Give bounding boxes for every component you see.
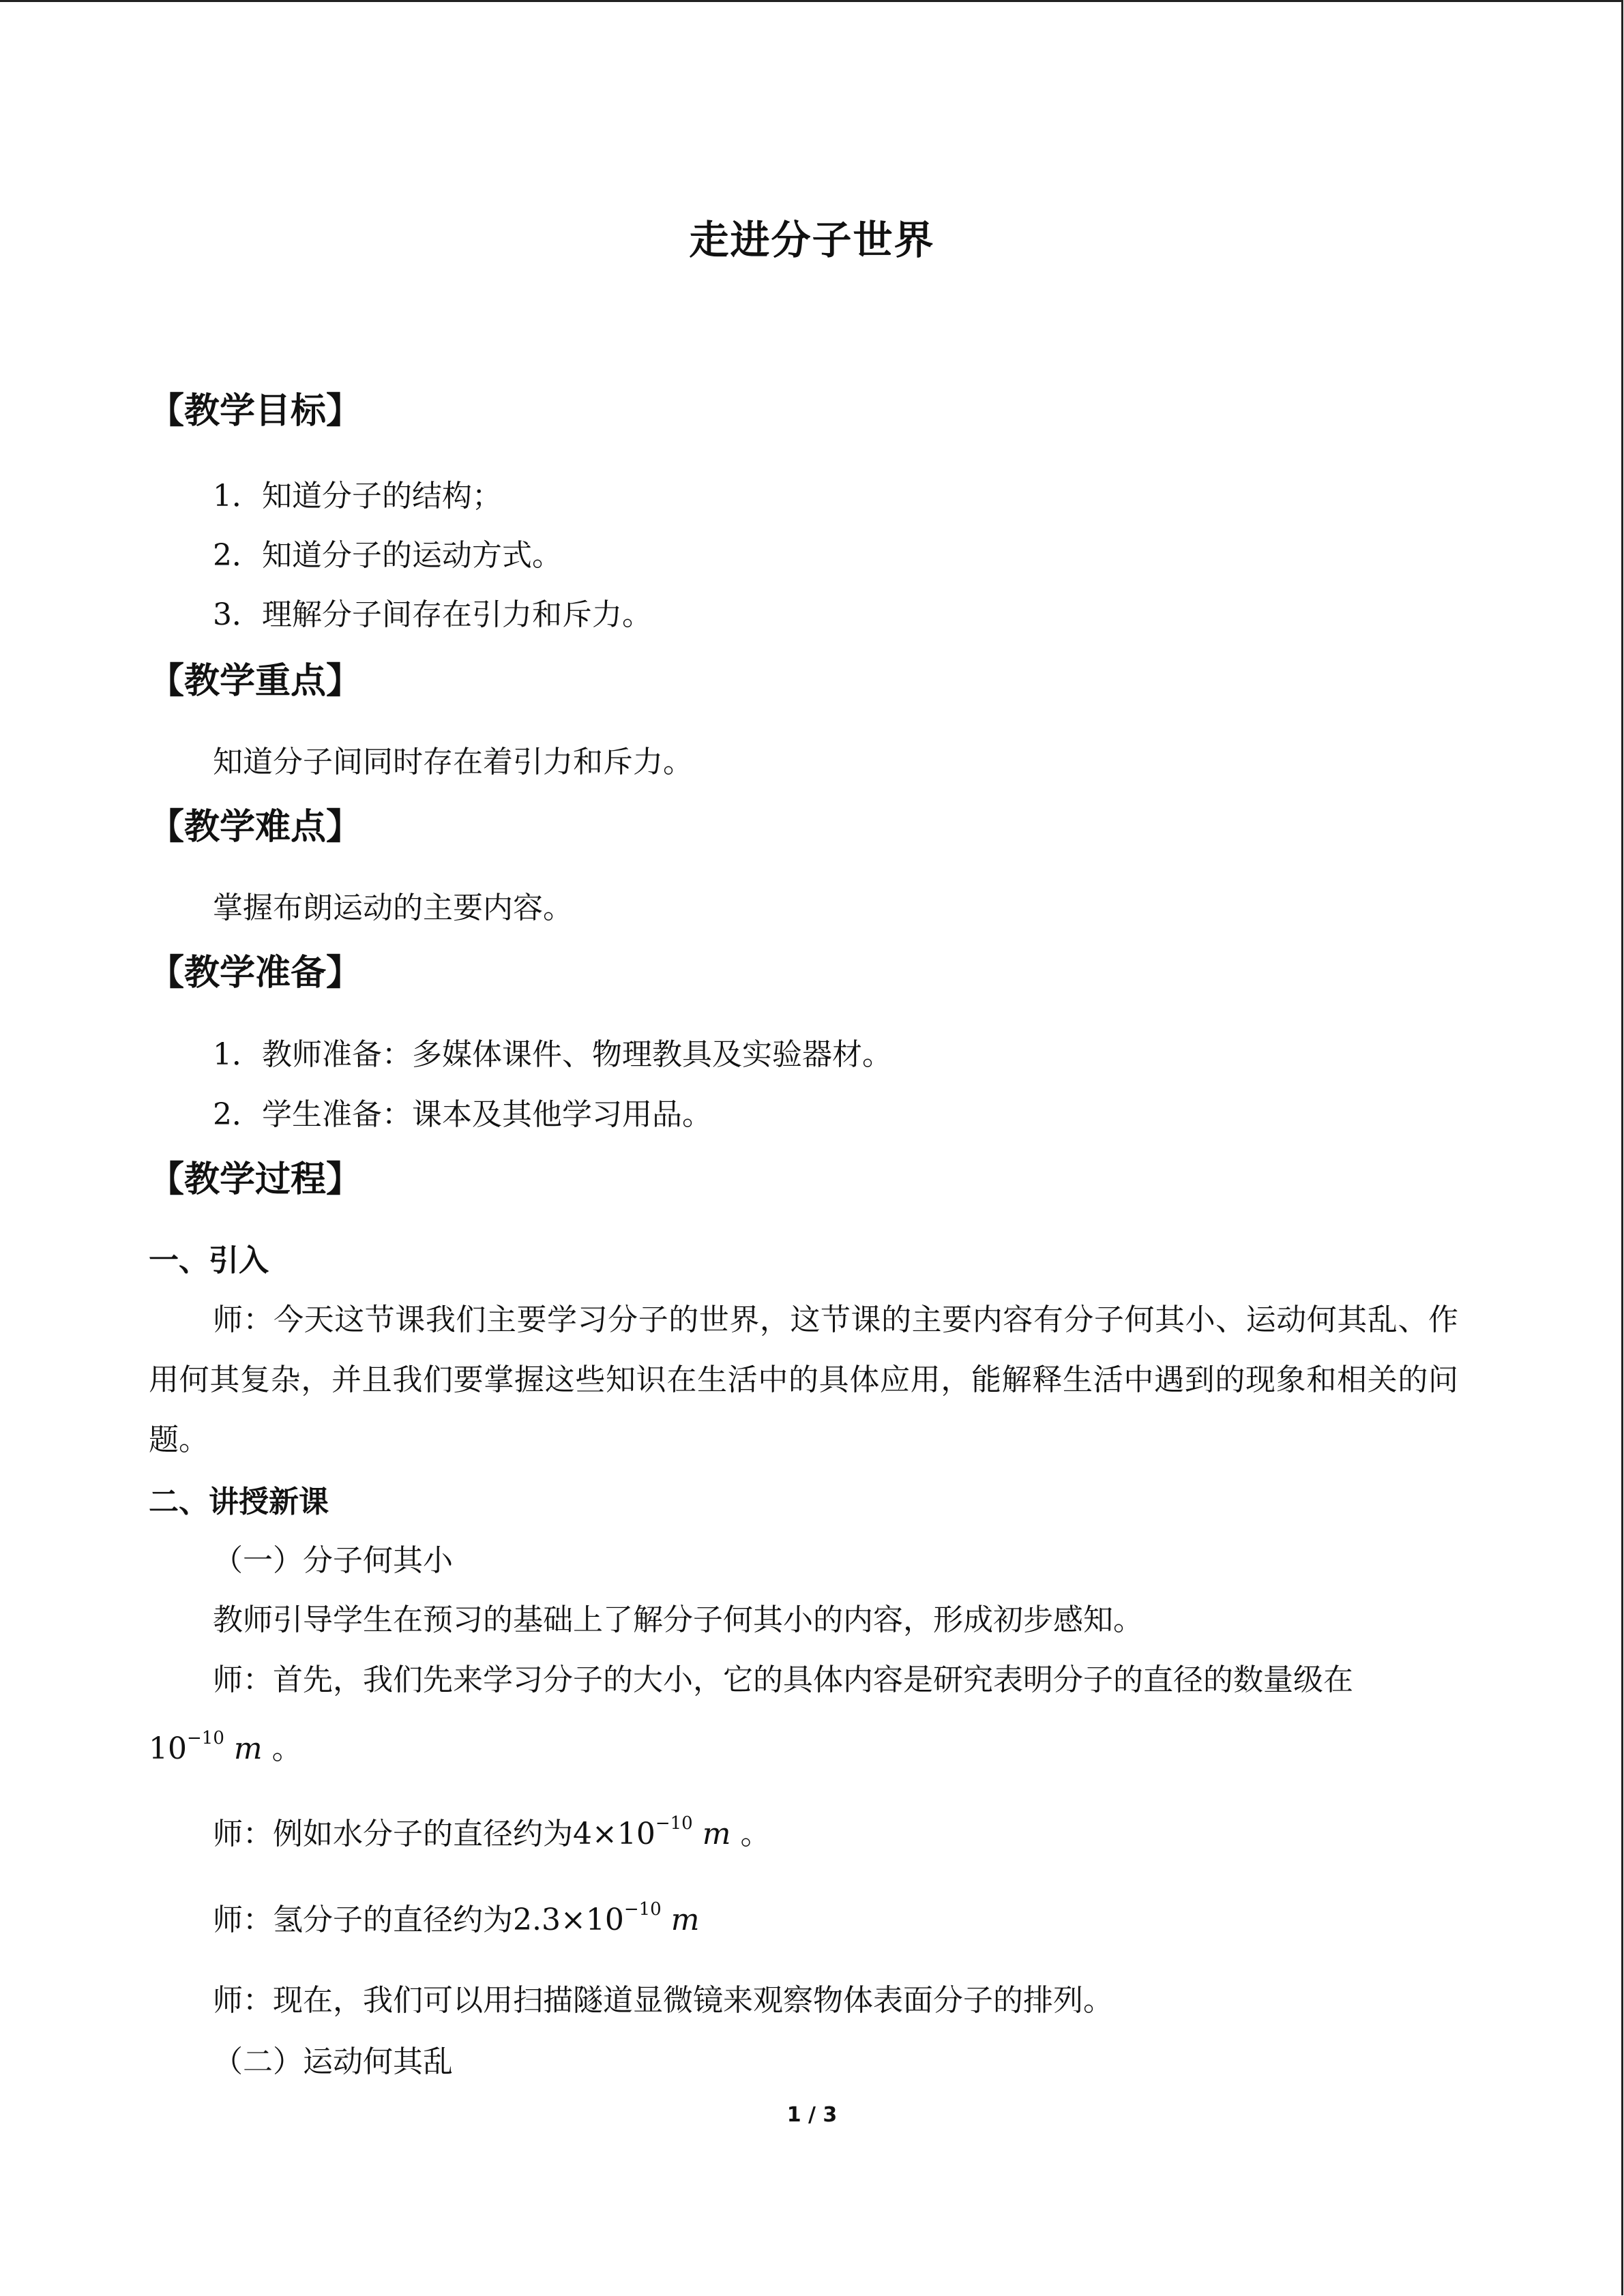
- page-number: 1 / 3: [786, 2103, 838, 2127]
- magnitude-end: 。: [262, 1731, 302, 1766]
- water-unit: m: [702, 1817, 731, 1851]
- intro-heading: 一、引入: [149, 1243, 269, 1278]
- water-molecule-line: [213, 1814, 770, 1855]
- water-end: 。: [730, 1817, 771, 1851]
- key-points-text: 知道分子间同时存在着引力和斥力。: [213, 745, 693, 779]
- intro-paragraph: 师：今天这节课我们主要学习分子的世界，这节课的主要内容有分子何其小、运动何其乱、作用何其复杂，并且我们要掌握这些知识在生活中的具体应用，能解释生活中遇到的现象和相关的问题。: [149, 1302, 1458, 1457]
- document-title: 走进分子世界: [689, 217, 935, 263]
- part1-line-1: 教师引导学生在预习的基础上了解分子何其小的内容，形成初步感知。: [213, 1602, 1143, 1637]
- hydrogen-molecule-line: [213, 1900, 699, 1941]
- magnitude-unit: m: [233, 1731, 263, 1766]
- new-lesson-heading: 二、讲授新课: [149, 1485, 329, 1519]
- part2-title: （二）运动何其乱: [213, 2044, 453, 2079]
- hydrogen-prefix: 师：氢分子的直径约为: [213, 1903, 513, 1937]
- key-points-heading: 【教学重点】: [149, 661, 362, 702]
- difficulty-heading: 【教学难点】: [149, 807, 362, 848]
- prep-item-1: 1．教师准备：多媒体课件、物理教具及实验器材。: [213, 1037, 892, 1072]
- magnitude-base: 10: [149, 1731, 187, 1766]
- process-heading: 【教学过程】: [149, 1159, 362, 1200]
- goals-heading: 【教学目标】: [149, 391, 362, 432]
- magnitude-exponent: −10: [187, 1728, 224, 1748]
- magnitude-expression: [149, 1729, 302, 1770]
- difficulty-text: 掌握布朗运动的主要内容。: [213, 891, 573, 925]
- goal-item-2: 2．知道分子的运动方式。: [213, 538, 562, 573]
- prep-item-2: 2．学生准备：课本及其他学习用品。: [213, 1097, 712, 1132]
- water-value: 4×10: [573, 1817, 655, 1851]
- hydrogen-unit: m: [670, 1903, 700, 1937]
- part1-title: （一）分子何其小: [213, 1543, 453, 1578]
- stm-line: 师：现在，我们可以用扫描隧道显微镜来观察物体表面分子的排列。: [213, 1983, 1113, 2018]
- goal-item-1: 1．知道分子的结构；: [213, 479, 502, 513]
- preparation-heading: 【教学准备】: [149, 953, 362, 994]
- hydrogen-value: 2.3×10: [513, 1903, 624, 1937]
- water-exponent: −10: [655, 1813, 693, 1834]
- water-prefix: 师：例如水分子的直径约为: [213, 1817, 573, 1851]
- part1-line-2: 师：首先，我们先来学习分子的大小，它的具体内容是研究表明分子的直径的数量级在: [213, 1663, 1353, 1697]
- hydrogen-exponent: −10: [623, 1899, 662, 1920]
- goal-item-3: 3．理解分子间存在引力和斥力。: [213, 597, 652, 632]
